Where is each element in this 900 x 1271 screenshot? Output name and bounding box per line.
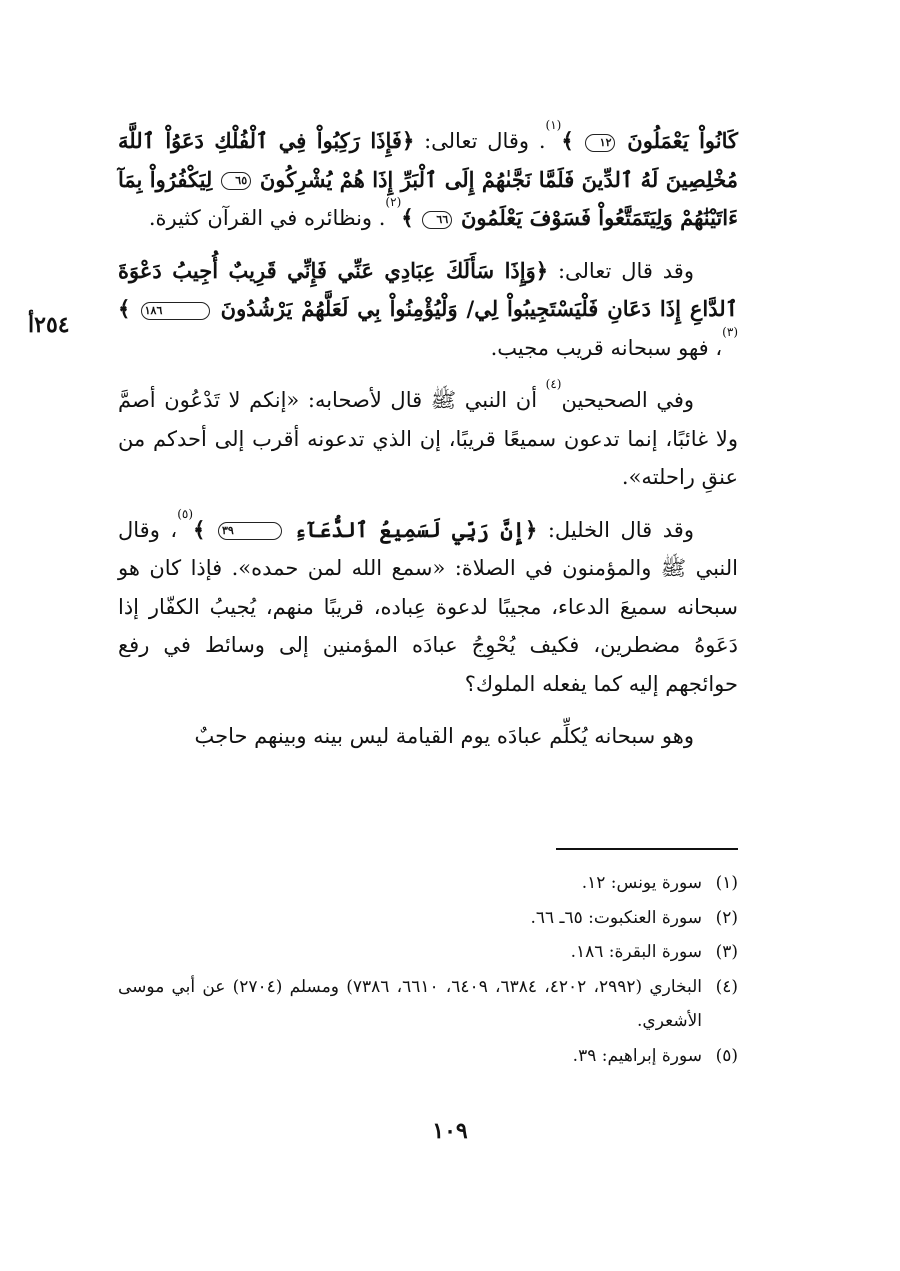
footnote-number: (٢) bbox=[715, 907, 738, 928]
prose-text: وفي الصحيحين bbox=[561, 388, 695, 412]
paragraph bbox=[118, 506, 738, 704]
verse-number-marker: ٣٩ bbox=[218, 522, 282, 540]
quran-verse: فَإِذَا رَكِبُواْ فِي ٱلْفُلْكِ دَعَوُاْ ٱللَّهَ مُخْلِصِينَ لَهُ ٱلدِّينَ فَلَمَّا نَجَّىٰهُمْ إِلَى ٱلْبَرِّ إِذَا هُمْ يُشْرِكُونَ bbox=[118, 128, 738, 192]
quran-verse: لِيَكْفُرُواْ بِمَآ ءَاتَيْنَٰهُمْ وَلِيَتَمَتَّعُواْ فَسَوْفَ يَعْلَمُونَ bbox=[118, 166, 738, 230]
footnote-item bbox=[118, 1039, 738, 1074]
paragraph bbox=[118, 118, 738, 238]
prose-text: ، فهو سبحانه قريب مجيب. bbox=[490, 335, 723, 360]
prose-text: وهو سبحانه يُكلِّم عبادَه يوم القيامة ليس بينه وبينهم حاجبٌ bbox=[194, 724, 694, 748]
footnote-number: (٤) bbox=[715, 976, 738, 997]
footnote-number: (٥) bbox=[715, 1045, 738, 1066]
footnote-text: البخاري (٢٩٩٢، ٤٢٠٢، ٦٣٨٤، ٦٤٠٩، ٦٦١٠، ٧٣٨٦) ومسلم (٢٧٠٤) عن أبي موسى الأشعري. bbox=[118, 976, 703, 1031]
footnote-text: سورة البقرة: ١٨٦. bbox=[570, 942, 702, 962]
prose-text: . وقال تعالى: bbox=[414, 129, 546, 153]
prose-text: أن النبي ﷺ قال لأصحابه: «إنكم لا تَدْعُون أصمَّ ولا غائبًا، إنما تدعون سميعًا قريبًا، إن الذي تدعونه أقرب إلى أحدكم من عنقِ راحلته». bbox=[118, 388, 738, 489]
verse-number-marker: ٦٥ bbox=[221, 172, 251, 190]
ornate-bracket: ﴾ bbox=[561, 128, 574, 153]
manuscript-folio-note: ٢٥٤أ bbox=[28, 312, 70, 338]
footnote-reference: (١) bbox=[545, 118, 562, 132]
verse-number-marker: ٦٦ bbox=[422, 211, 452, 229]
footnote-divider bbox=[556, 848, 738, 850]
footnotes bbox=[118, 866, 738, 1073]
footnote-reference: (٣) bbox=[722, 324, 738, 339]
footnote-number: (١) bbox=[715, 873, 738, 893]
page-number: ١٠٩ bbox=[432, 1118, 468, 1144]
footnote-reference: (٥) bbox=[177, 506, 194, 521]
paragraph bbox=[118, 252, 738, 368]
footnote-item bbox=[118, 866, 738, 901]
quran-verse: كَانُواْ يَعْمَلُونَ bbox=[627, 128, 738, 153]
footnote-number: (٣) bbox=[715, 942, 738, 962]
prose-text: وقد قال الخليل: bbox=[537, 517, 694, 542]
ornate-bracket: ﴾ bbox=[118, 296, 131, 321]
footnote-item bbox=[118, 970, 738, 1039]
verse-number-marker: ١٨٦ bbox=[141, 302, 211, 320]
footnote-item bbox=[118, 901, 738, 936]
footnote-text: سورة إبراهيم: ٣٩. bbox=[572, 1045, 702, 1066]
prose-text: . ونظائره في القرآن كثيرة. bbox=[148, 206, 386, 230]
footnote-reference: (٤) bbox=[545, 377, 562, 391]
prose-text: وقد قال تعالى: bbox=[548, 258, 694, 283]
footnote-text: سورة يونس: ١٢. bbox=[581, 873, 702, 893]
ornate-bracket: ﴾ bbox=[401, 205, 414, 230]
paragraph bbox=[118, 377, 738, 497]
footnote-text: سورة العنكبوت: ٦٥ـ ٦٦. bbox=[530, 907, 702, 928]
main-text bbox=[118, 118, 738, 770]
paragraph bbox=[118, 717, 738, 756]
ornate-bracket: ﴿ bbox=[524, 516, 538, 542]
footnote-reference: (٢) bbox=[385, 195, 402, 209]
ornate-bracket: ﴾ bbox=[193, 516, 206, 542]
prose-text: ، وقال النبي ﷺ والمؤمنون في الصلاة: «سمع الله لمن حمده». فإذا كان هو سبحانه سميعَ الدعاء، مجيبًا لدعوة عِباده، قريبًا منهم، يُجيبُ الكفّار إذا دَعَوهُ مضطرين، فكيف يُحْوِجُ عبادَه المؤمنين إلى وسائط في رفع حوائجهم إليه كما يفعله الملوك؟ bbox=[118, 517, 738, 696]
verse-number-marker: ١٢ bbox=[585, 134, 615, 152]
ornate-bracket: ﴿ bbox=[401, 128, 415, 153]
footnote-item bbox=[118, 935, 738, 970]
quran-verse: وَإِذَا سَأَلَكَ عِبَادِي عَنِّي فَإِنِّي قَرِيبٌ أُجِيبُ دَعْوَةَ ٱلدَّاعِ إِذَا دَعَانِ فَلْيَسْتَجِيبُواْ لِي/ وَلْيُؤْمِنُواْ بِي لَعَلَّهُمْ يَرْشُدُونَ bbox=[118, 257, 738, 321]
quran-verse: إِنَّ رَبِّي لَسَمِيعُ ٱلدُّعَآءِ bbox=[294, 516, 525, 542]
ornate-bracket: ﴿ bbox=[535, 257, 549, 283]
